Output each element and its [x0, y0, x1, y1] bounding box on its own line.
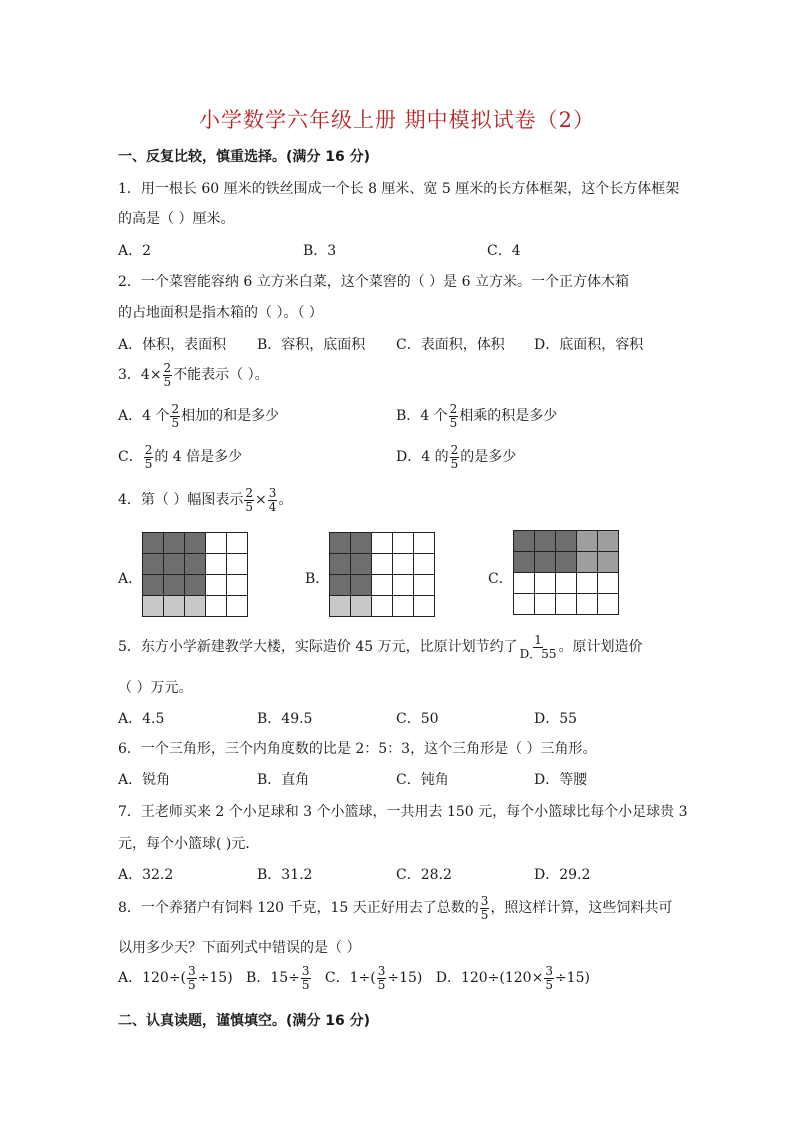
- fraction: $\frac{3}{5}$: [377, 964, 386, 992]
- q2-option-a: A．体积，表面积: [118, 337, 227, 353]
- q4-figure-a: [142, 532, 248, 617]
- q1-line1: 1．用一根长 60 厘米的铁丝围成一个长 8 厘米、宽 5 厘米的长方体框架，这个长方体框架: [118, 181, 680, 197]
- q7-line1: 7．王老师买来 2 个小足球和 3 个小篮球，一共用去 150 元，每个小篮球比每个小足球贵 3: [118, 804, 688, 820]
- q5-option-a: A．4.5: [118, 711, 165, 727]
- q4-option-b-label: B．: [305, 571, 330, 587]
- fraction: $\frac{2}{5}$: [171, 402, 180, 430]
- q7-option-d: D．29.2: [534, 867, 591, 883]
- q1-line2: 的高是（ ）厘米。: [118, 211, 235, 227]
- q1-option-a: A．2: [118, 243, 152, 259]
- q3-stem: [118, 362, 269, 388]
- q6-option-c: C．钝角: [396, 772, 449, 788]
- fraction: $\frac{3}{5}$: [545, 964, 553, 992]
- q3-option-b: B．4 个 $\frac{2}{5}$ 相乘的积是多少: [396, 402, 558, 430]
- q4-option-c-label: C．: [488, 571, 513, 587]
- q2-line1: 2．一个菜窖能容纳 6 立方米白菜，这个菜窖的（ ）是 6 立方米。一个正方体木箱: [118, 274, 629, 290]
- q7-option-c: C．28.2: [396, 867, 452, 883]
- q8-option-d: D．120÷(120× $\frac{3}{5}$ ÷15): [435, 964, 590, 992]
- fraction: $\frac{3}{5}$: [188, 964, 196, 992]
- q7-option-a: A．32.2: [118, 867, 174, 883]
- fraction: $\frac{2}{5}$: [163, 361, 172, 389]
- fraction: $\frac{3}{5}$: [301, 964, 310, 992]
- fraction: $\frac{2}{5}$: [144, 443, 153, 471]
- q8-option-c: C．1÷( $\frac{3}{5}$ ÷15): [324, 964, 423, 992]
- q4-figure-c: [513, 530, 619, 615]
- q7-line2: 元，每个小篮球( )元．: [118, 836, 260, 852]
- section-1-heading: 一、反复比较，慎重选择。(满分 16 分): [118, 149, 371, 165]
- q2-option-d: D．底面积，容积: [534, 337, 644, 353]
- q4-option-a-label: A．: [118, 571, 143, 587]
- fraction: $\frac{2}{5}$: [245, 486, 253, 514]
- q6-line1: 6．一个三角形，三个内角度数的比是 2：5：3，这个三角形是（ ）三角形。: [118, 741, 597, 757]
- q3-stem-pre: 3．4×: [118, 367, 162, 384]
- fraction: $\frac{2}{5}$: [450, 443, 459, 471]
- q6-option-b: B．直角: [257, 772, 310, 788]
- q4-stem: 4．第（ ）幅图表示 $\frac{2}{5}$ × $\frac{3}{4}$ 。: [118, 486, 293, 514]
- page-title: 小学数学六年级上册 期中模拟试卷（2）: [198, 108, 596, 132]
- q5-line2: （ ）万元。: [118, 680, 193, 696]
- fraction: $\frac{3}{5}$: [480, 894, 489, 922]
- q3-stem-post: 不能表示（ ）。: [173, 367, 269, 384]
- q3-option-a: A．4 个 $\frac{2}{5}$ 相加的和是多少: [118, 402, 280, 430]
- q3-option-c: C． $\frac{2}{5}$ 的 4 倍是多少: [118, 443, 243, 471]
- q6-option-a: A．锐角: [118, 772, 171, 788]
- q8-line1: 8．一个养猪户有饲料 120 千克，15 天正好用去了总数的 $\frac{3}{5}$ ，照这样计算，这些饲料共可: [118, 894, 673, 922]
- q8-line2: 以用多少天？下面列式中错误的是（ ）: [118, 940, 361, 956]
- fraction: $\frac{2}{5}$: [449, 402, 458, 430]
- fraction: $\frac{3}{4}$: [268, 486, 277, 514]
- fraction: $\frac{1}{D.55}$: [519, 633, 557, 661]
- q8-option-a: A．120÷( $\frac{3}{5}$ ÷15): [118, 964, 233, 992]
- q5-option-b: B．49.5: [257, 711, 313, 727]
- q5-option-d: D．55: [534, 711, 578, 727]
- q7-option-b: B．31.2: [257, 867, 313, 883]
- q8-options: [118, 965, 590, 991]
- q2-option-b: B．容积，底面积: [257, 337, 366, 353]
- q8-option-b: B．15÷ $\frac{3}{5}$: [246, 964, 310, 992]
- q3-option-d: D．4 的 $\frac{2}{5}$ 的是多少: [396, 443, 517, 471]
- q1-option-b: B．3: [303, 243, 337, 259]
- q1-option-c: C．4: [487, 243, 521, 259]
- section-2-heading: 二、认真读题，谨慎填空。(满分 16 分): [118, 1013, 371, 1029]
- q4-figure-b: [329, 532, 435, 617]
- q5-line1: 5．东方小学新建教学大楼，实际造价 45 万元，比原计划节约了 $\frac{1}{D.55}$ 。原计划造价: [118, 633, 643, 661]
- q2-line2: 的占地面积是指木箱的（ ）。（ ）: [118, 305, 323, 321]
- q6-option-d: D．等腰: [534, 772, 588, 788]
- q5-option-c: C．50: [396, 711, 439, 727]
- q2-option-c: C．表面积，体积: [396, 337, 505, 353]
